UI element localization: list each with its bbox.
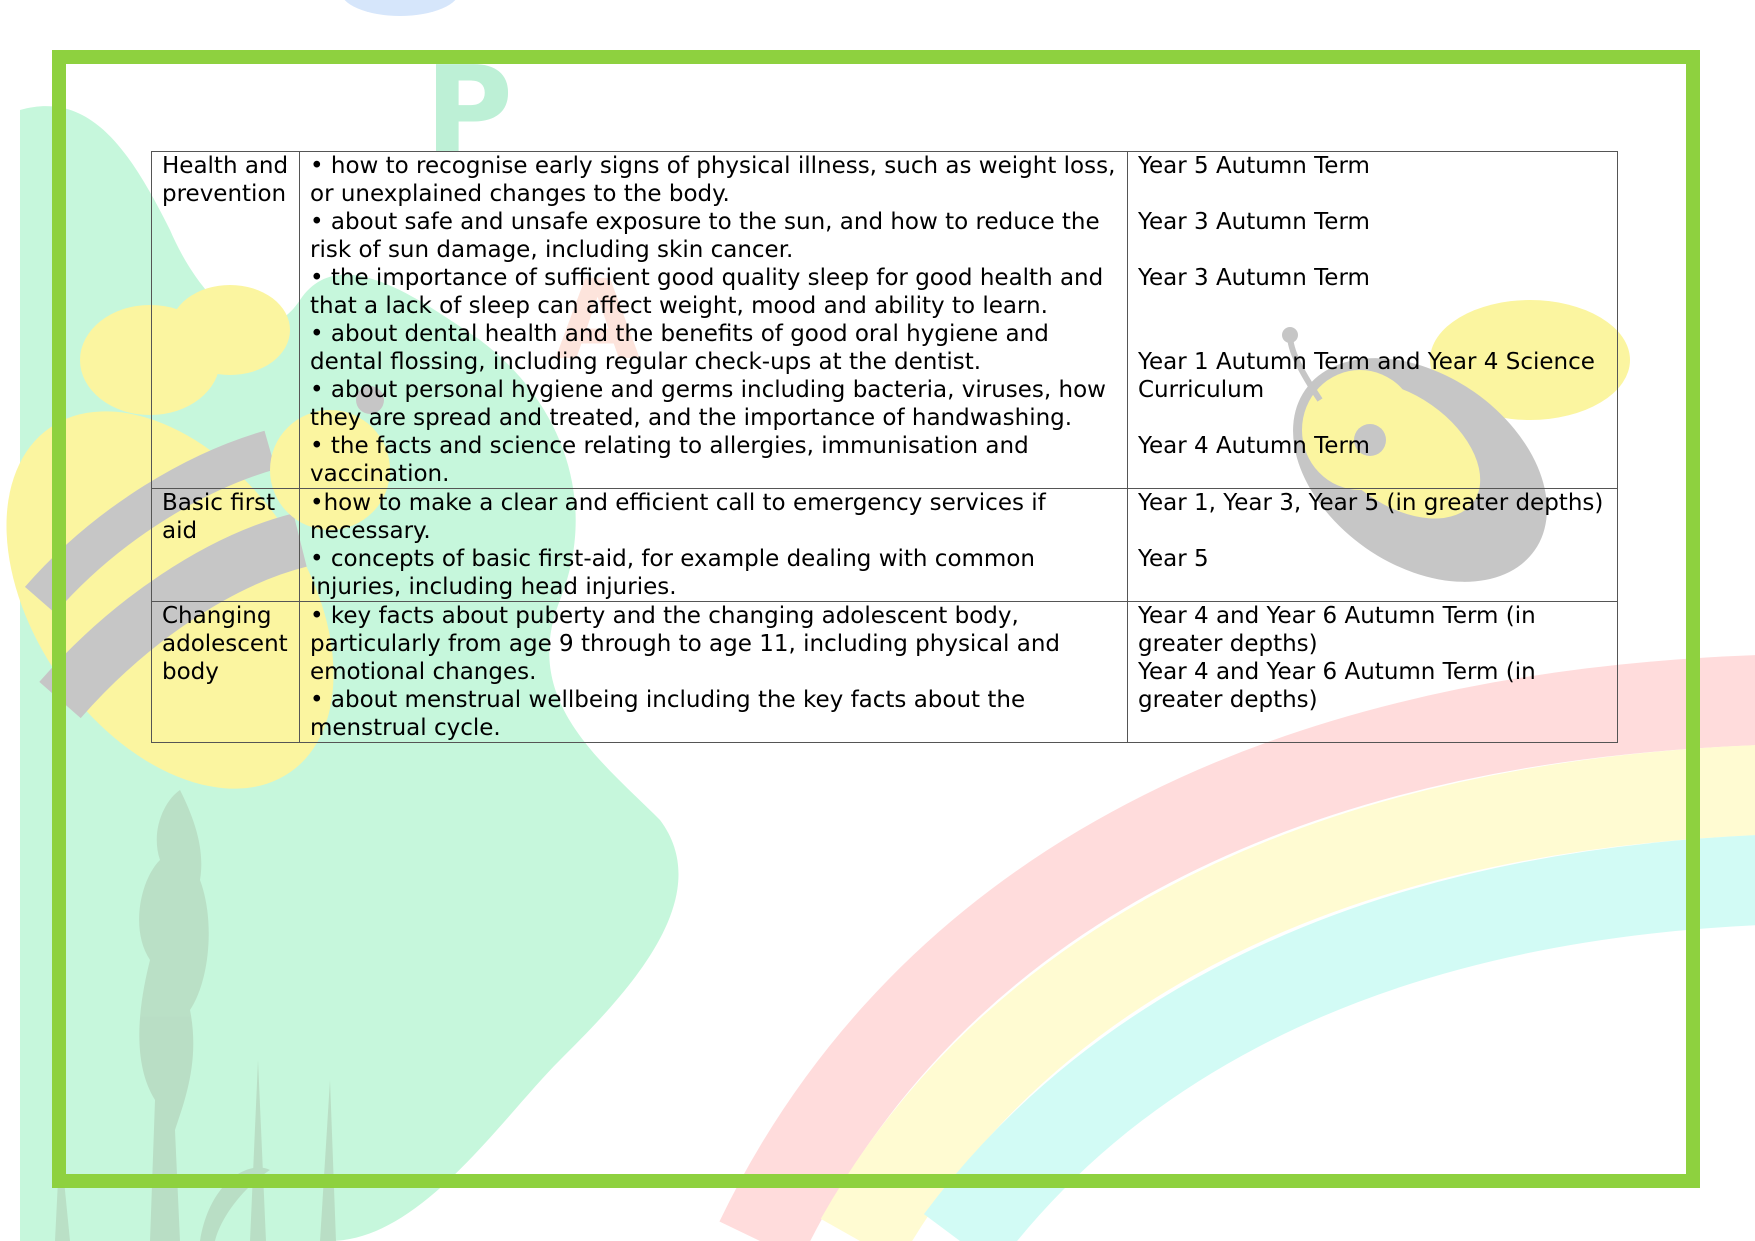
list-item: • concepts of basic first-aid, for example dealing with common injuries, including head injuries. xyxy=(310,546,1035,600)
term-cell xyxy=(1128,152,1618,489)
list-item: • about dental health and the benefits of good oral hygiene and dental flossing, including regular check-ups at the dentist. xyxy=(310,321,1049,375)
table-row-basic-first-aid xyxy=(152,489,1618,602)
top-blue-blob xyxy=(340,0,460,16)
list-item: • about safe and unsafe exposure to the sun, and how to reduce the risk of sun damage, including skin cancer. xyxy=(310,209,1100,263)
term-entry: Year 3 Autumn Term xyxy=(1138,265,1370,291)
topic-cell: Health and prevention xyxy=(152,152,300,489)
table-row-changing-adolescent-body xyxy=(152,602,1618,743)
topic-cell: Basic first aid xyxy=(152,489,300,602)
term-entry: Year 5 Autumn Term xyxy=(1138,153,1370,179)
content-cell xyxy=(300,489,1128,602)
term-entry: Year 4 and Year 6 Autumn Term (in greater depths) xyxy=(1138,603,1536,657)
term-entry: Year 1, Year 3, Year 5 (in greater depths) xyxy=(1138,490,1604,516)
watermark-letter-a: A xyxy=(555,256,641,384)
list-item: • the facts and science relating to allergies, immunisation and vaccination. xyxy=(310,433,1029,487)
curriculum-table xyxy=(151,151,1618,743)
content-cell xyxy=(300,602,1128,743)
term-entry: Year 1 Autumn Term and Year 4 Science Curriculum xyxy=(1138,349,1595,403)
content-cell xyxy=(300,152,1128,489)
watermark-letter-p: P xyxy=(425,42,513,181)
term-entry: Year 3 Autumn Term xyxy=(1138,209,1370,235)
list-item: • about menstrual wellbeing including the key facts about the menstrual cycle. xyxy=(310,687,1026,741)
term-cell xyxy=(1128,489,1618,602)
topic-cell: Changing adolescent body xyxy=(152,602,300,743)
term-entry: Year 5 xyxy=(1138,546,1209,572)
term-cell xyxy=(1128,602,1618,743)
term-entry: Year 4 Autumn Term xyxy=(1138,433,1370,459)
list-item: •how to make a clear and efficient call to emergency services if necessary. xyxy=(310,490,1046,544)
list-item: • key facts about puberty and the changing adolescent body, particularly from age 9 through to age 11, including physical and emotional changes. xyxy=(310,603,1061,685)
table-row-health-and-prevention xyxy=(152,152,1618,489)
list-item: • the importance of sufficient good quality sleep for good health and that a lack of sleep can affect weight, mood and ability to learn. xyxy=(310,265,1104,319)
list-item: • about personal hygiene and germs including bacteria, viruses, how they are spread and treated, and the importance of handwashing. xyxy=(310,377,1106,431)
list-item: • how to recognise early signs of physical illness, such as weight loss, or unexplained changes to the body. xyxy=(310,153,1116,207)
term-entry: Year 4 and Year 6 Autumn Term (in greater depths) xyxy=(1138,659,1536,713)
